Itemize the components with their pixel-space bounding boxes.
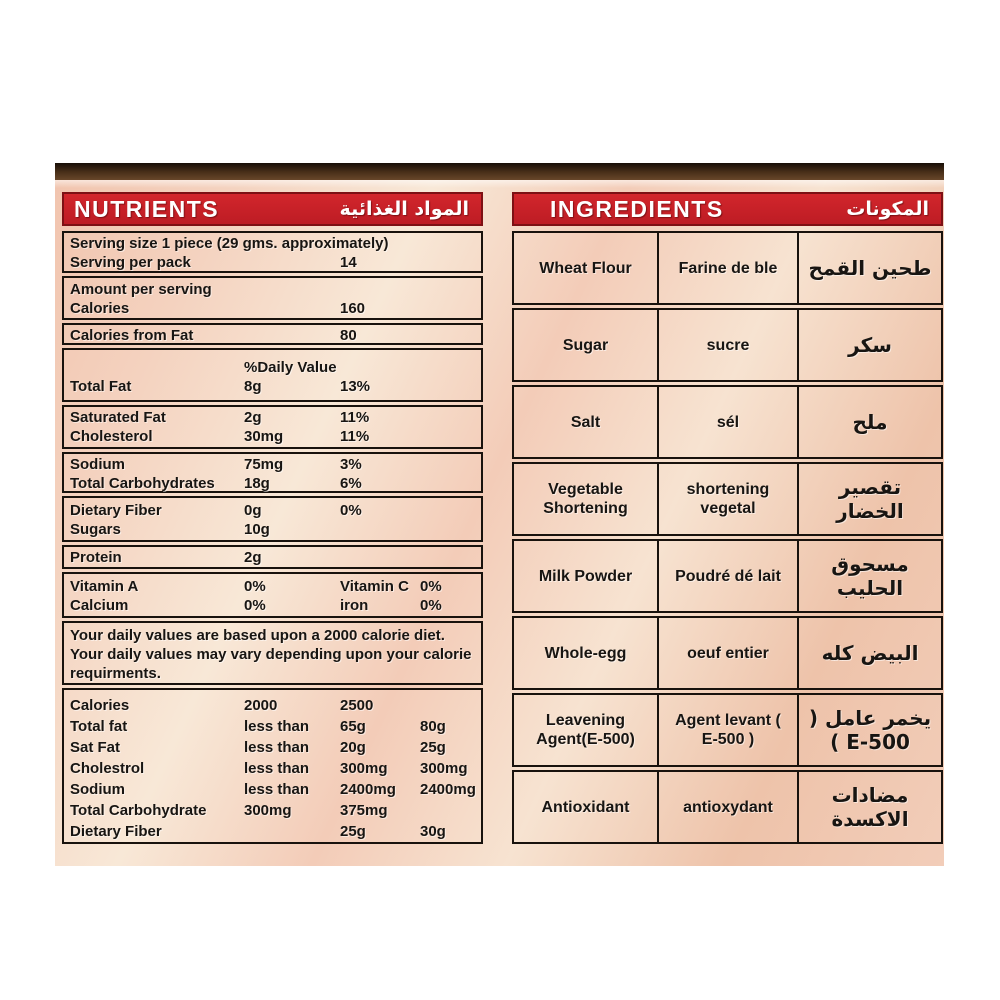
ingredient-ar: تقصير الخضار [797,464,941,534]
nutrient-dv: 0% [340,502,362,519]
ref-value-2000: 20g [340,739,366,756]
daily-value-heading: %Daily Value [244,359,337,376]
micro-name: Vitamin C [340,578,409,595]
ingredient-en: Antioxidant [541,798,630,816]
ref-value-2500: 2400mg [420,781,476,798]
ref-name: Calories [70,697,130,714]
footnote-line: Your daily values are based upon a 2000 calorie diet. [70,627,445,644]
reference-row [70,737,477,758]
micronutrient-row [70,596,477,615]
calories-row [70,299,477,318]
nutrient-amount: 30mg [244,428,284,445]
reference-row [70,800,477,821]
micro-value: 0% [244,578,266,595]
micro-name: iron [340,597,369,614]
nutrient-name: Sodium [70,456,125,473]
ref-value-2000: 375mg [340,802,388,819]
ingredient-en: Leavening Agent(E-500) [536,712,635,748]
nutrient-dv [340,520,420,539]
ingredients-title-arabic: المكونات [846,198,929,220]
nutrient-row [70,474,477,493]
nutrients-header [62,192,483,226]
nutrient-dv: 13% [340,378,371,395]
saturated-fat-box [62,405,483,449]
nutrient-dv: 3% [340,456,362,473]
nutrient-amount: 75mg [244,456,284,473]
amount-per-serving-heading: Amount per serving [70,281,212,298]
nutrient-row [70,548,477,567]
nutrients-title: NUTRIENTS [74,195,220,222]
nutrient-name: Total Carbohydrates [70,475,215,492]
protein-box [62,545,483,569]
micronutrient-row [70,577,477,596]
ingredient-fr: sél [657,387,797,457]
nutrient-amount: 0g [244,502,262,519]
nutrient-row [70,427,477,446]
ingredient-row [512,462,943,536]
ref-qualifier: less than [244,718,310,735]
ingredient-en: Wheat Flour [539,259,632,277]
calories-from-fat-box [62,323,483,345]
ingredient-en: Whole-egg [544,644,627,662]
ingredient-ar: طحين القمح [797,233,941,303]
ref-value-2000: 65g [340,718,366,735]
ref-name: Sat Fat [70,739,121,756]
ref-value-2500: 300mg [420,760,468,777]
ref-value-2000: 300mg [340,760,388,777]
ingredients-title: INGREDIENTS [550,195,724,222]
ingredient-ar: مضادات الاكسدة [797,772,941,842]
ref-value-2500: 80g [420,718,446,735]
nutrient-amount: 18g [244,475,270,492]
serving-info-box [62,231,483,273]
footnote-line: Your daily values may vary depending upon your calorie [70,646,472,663]
ingredient-ar: البيض كله [797,618,941,688]
reference-values-table [62,688,483,844]
micro-value: 0% [420,578,442,595]
nutrient-row [70,408,477,427]
nutrient-row [70,501,477,520]
total-fat-box [62,348,483,402]
calories-from-fat-label: Calories from Fat [70,327,194,344]
nutrient-row [70,455,477,474]
reference-row [70,695,477,716]
ingredient-ar: سكر [797,310,941,380]
nutrient-amount: 2g [244,549,262,566]
ingredients-table [512,231,943,844]
calories-from-fat-row [70,326,477,345]
ingredient-en: Sugar [562,336,609,354]
nutrient-name: Dietary Fiber [70,502,162,519]
ingredient-en: Vegetable Shortening [543,481,628,517]
serving-per-pack-label: Serving per pack [70,254,191,271]
package-top-edge [55,163,944,180]
nutrient-dv [340,548,420,567]
ingredient-row [512,693,943,767]
footnote-line: requirments. [70,665,161,682]
nutrient-dv: 11% [340,428,370,445]
nutrient-amount: 10g [244,521,270,538]
ref-qualifier: less than [244,760,310,777]
ref-name: Dietary Fiber [70,823,162,840]
ingredient-fr: antioxydant [657,772,797,842]
ingredient-row [512,616,943,690]
ingredient-ar: ملح [797,387,941,457]
ref-name: Total fat [70,718,128,735]
ref-name: Total Carbohydrate [70,802,207,819]
nutrient-name: Cholesterol [70,428,153,445]
ingredient-ar: مسحوق الحليب [797,541,941,611]
ingredient-row [512,308,943,382]
ref-value-2500: 25g [420,739,446,756]
fiber-sugars-box [62,496,483,542]
micro-name: Vitamin A [70,578,139,595]
ingredient-fr: oeuf entier [657,618,797,688]
sodium-box [62,452,483,493]
ref-qualifier [244,821,340,842]
reference-row [70,821,477,842]
ref-qualifier: 2000 [244,697,278,714]
ref-value-2500 [420,800,477,821]
ref-value-2000: 2400mg [340,781,396,798]
ingredients-header [512,192,943,226]
nutrient-name: Total Fat [70,378,132,395]
nutrition-facts-table [62,231,483,844]
ref-value-2000: 2500 [340,697,374,714]
nutrient-row [70,377,477,396]
nutrients-panel [62,192,483,844]
ingredient-en: Milk Powder [538,567,633,585]
ingredient-row [512,539,943,613]
ref-value-2500 [420,695,477,716]
calories-label: Calories [70,300,130,317]
serving-per-pack-value: 14 [340,254,357,271]
ingredient-fr: shortening vegetal [657,464,797,534]
ref-qualifier: less than [244,781,310,798]
amount-per-serving-box [62,276,483,320]
nutrient-name: Saturated Fat [70,409,166,426]
ref-qualifier: 300mg [244,802,292,819]
nutrient-name: Protein [70,549,122,566]
ingredient-fr: Poudré dé lait [657,541,797,611]
nutrient-dv: 6% [340,475,362,492]
nutrient-amount: 2g [244,409,262,426]
calories-value: 160 [340,300,366,317]
serving-per-pack-row [70,253,477,272]
vitamins-box [62,572,483,618]
nutrient-amount: 8g [244,378,262,395]
micro-value: 0% [420,597,442,614]
ingredient-fr: Farine de ble [657,233,797,303]
package-label [55,163,944,866]
nutrients-title-arabic: المواد الغذائية [339,198,469,220]
daily-value-heading-row [70,358,477,377]
ref-name: Sodium [70,781,125,798]
ingredients-panel [512,192,943,844]
nutrient-row [70,520,477,539]
reference-row [70,779,477,800]
ingredient-row [512,770,943,844]
daily-values-footnote [62,621,483,685]
ref-name: Cholestrol [70,760,145,777]
ingredient-fr: sucre [657,310,797,380]
nutrient-name: Sugars [70,521,121,538]
ingredient-en: Salt [570,413,601,431]
serving-size-line: Serving size 1 piece (29 gms. approximately) [70,235,389,252]
package-top-glare [55,180,944,188]
micro-name: Calcium [70,597,129,614]
calories-from-fat-value: 80 [340,327,357,344]
reference-row [70,758,477,779]
ingredient-fr: Agent levant ( E-500 ) [657,695,797,765]
ref-value-2500: 30g [420,823,446,840]
ingredient-row [512,385,943,459]
micro-value: 0% [244,597,266,614]
nutrient-dv: 11% [340,409,370,426]
ref-value-2000: 25g [340,823,366,840]
ingredient-row [512,231,943,305]
ingredient-ar: يخمر عامل ( E-500 ) [797,695,941,765]
reference-row [70,716,477,737]
ref-qualifier: less than [244,739,310,756]
